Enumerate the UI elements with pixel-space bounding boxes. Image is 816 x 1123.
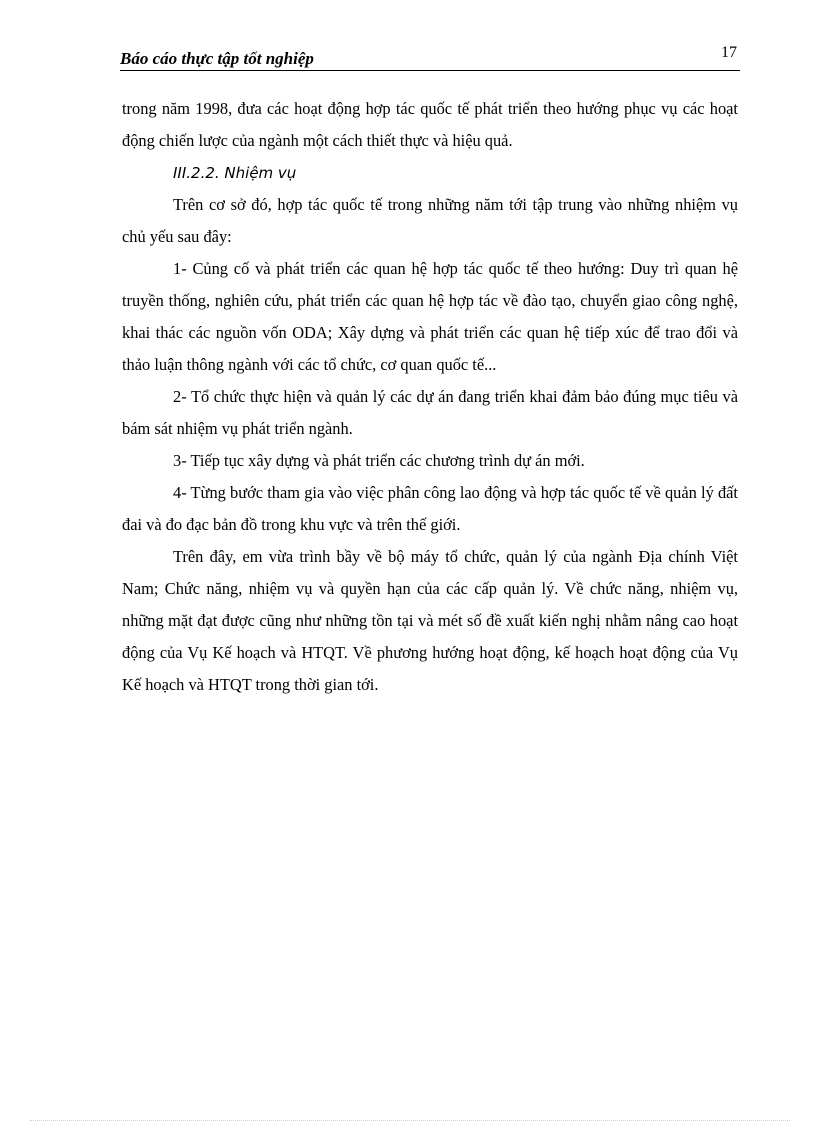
paragraph-summary: Trên đây, em vừa trình bầy về bộ máy tổ chức, quản lý của ngành Địa chính Việt Nam; Chức năng, nhiệm vụ và quyền hạn của các cấp quản lý. Về chức năng, nhiệm vụ, những mặt đạt được cũng như những tồn tại và mét số đề xuất kiến nghị nhằm nâng cao hoạt động của Vụ Kế hoạch và HTQT. Về phương hướng hoạt động, kế hoạch hoạt động của Vụ Kế hoạch và HTQT trong thời gian tới. [122, 547, 738, 694]
page-number: 17 [721, 44, 737, 61]
list-item-3: 3- Tiếp tục xây dựng và phát triển các chương trình dự án mới. [173, 451, 585, 470]
list-item-4: 4- Từng bước tham gia vào việc phân công lao động và hợp tác quốc tế về quản lý đất đai và đo đạc bản đồ trong khu vực và trên thế giới. [122, 483, 738, 534]
list-item-2: 2- Tổ chức thực hiện và quản lý các dự án đang triển khai đảm bảo đúng mục tiêu và bám sát nhiệm vụ phát triển ngành. [122, 387, 738, 438]
paragraph-continued: trong năm 1998, đưa các hoạt động hợp tác quốc tế phát triển theo hướng phục vụ các hoạt động chiến lược của ngành một cách thiết thực và hiệu quả. [122, 99, 738, 150]
footer-divider [30, 1120, 790, 1121]
section-heading: III.2.2. Nhiệm vụ [173, 164, 297, 182]
list-item-1: 1- Củng cố và phát triển các quan hệ hợp tác quốc tế theo hướng: Duy trì quan hệ truyền thống, nghiên cứu, phát triển các quan hệ hợp tác về đào tạo, chuyển giao công nghệ, khai thác các nguồn vốn ODA; Xây dựng và phát triển các quan hệ tiếp xúc để trao đổi và thảo luận thông ngành với các tổ chức, cơ quan quốc tế... [122, 259, 738, 374]
page-header [120, 40, 740, 71]
header-title: Báo cáo thực tập tốt nghiệp [120, 49, 314, 68]
paragraph: Trên cơ sở đó, hợp tác quốc tế trong những năm tới tập trung vào những nhiệm vụ chủ yếu sau đây: [122, 195, 738, 246]
body-text [122, 93, 738, 701]
